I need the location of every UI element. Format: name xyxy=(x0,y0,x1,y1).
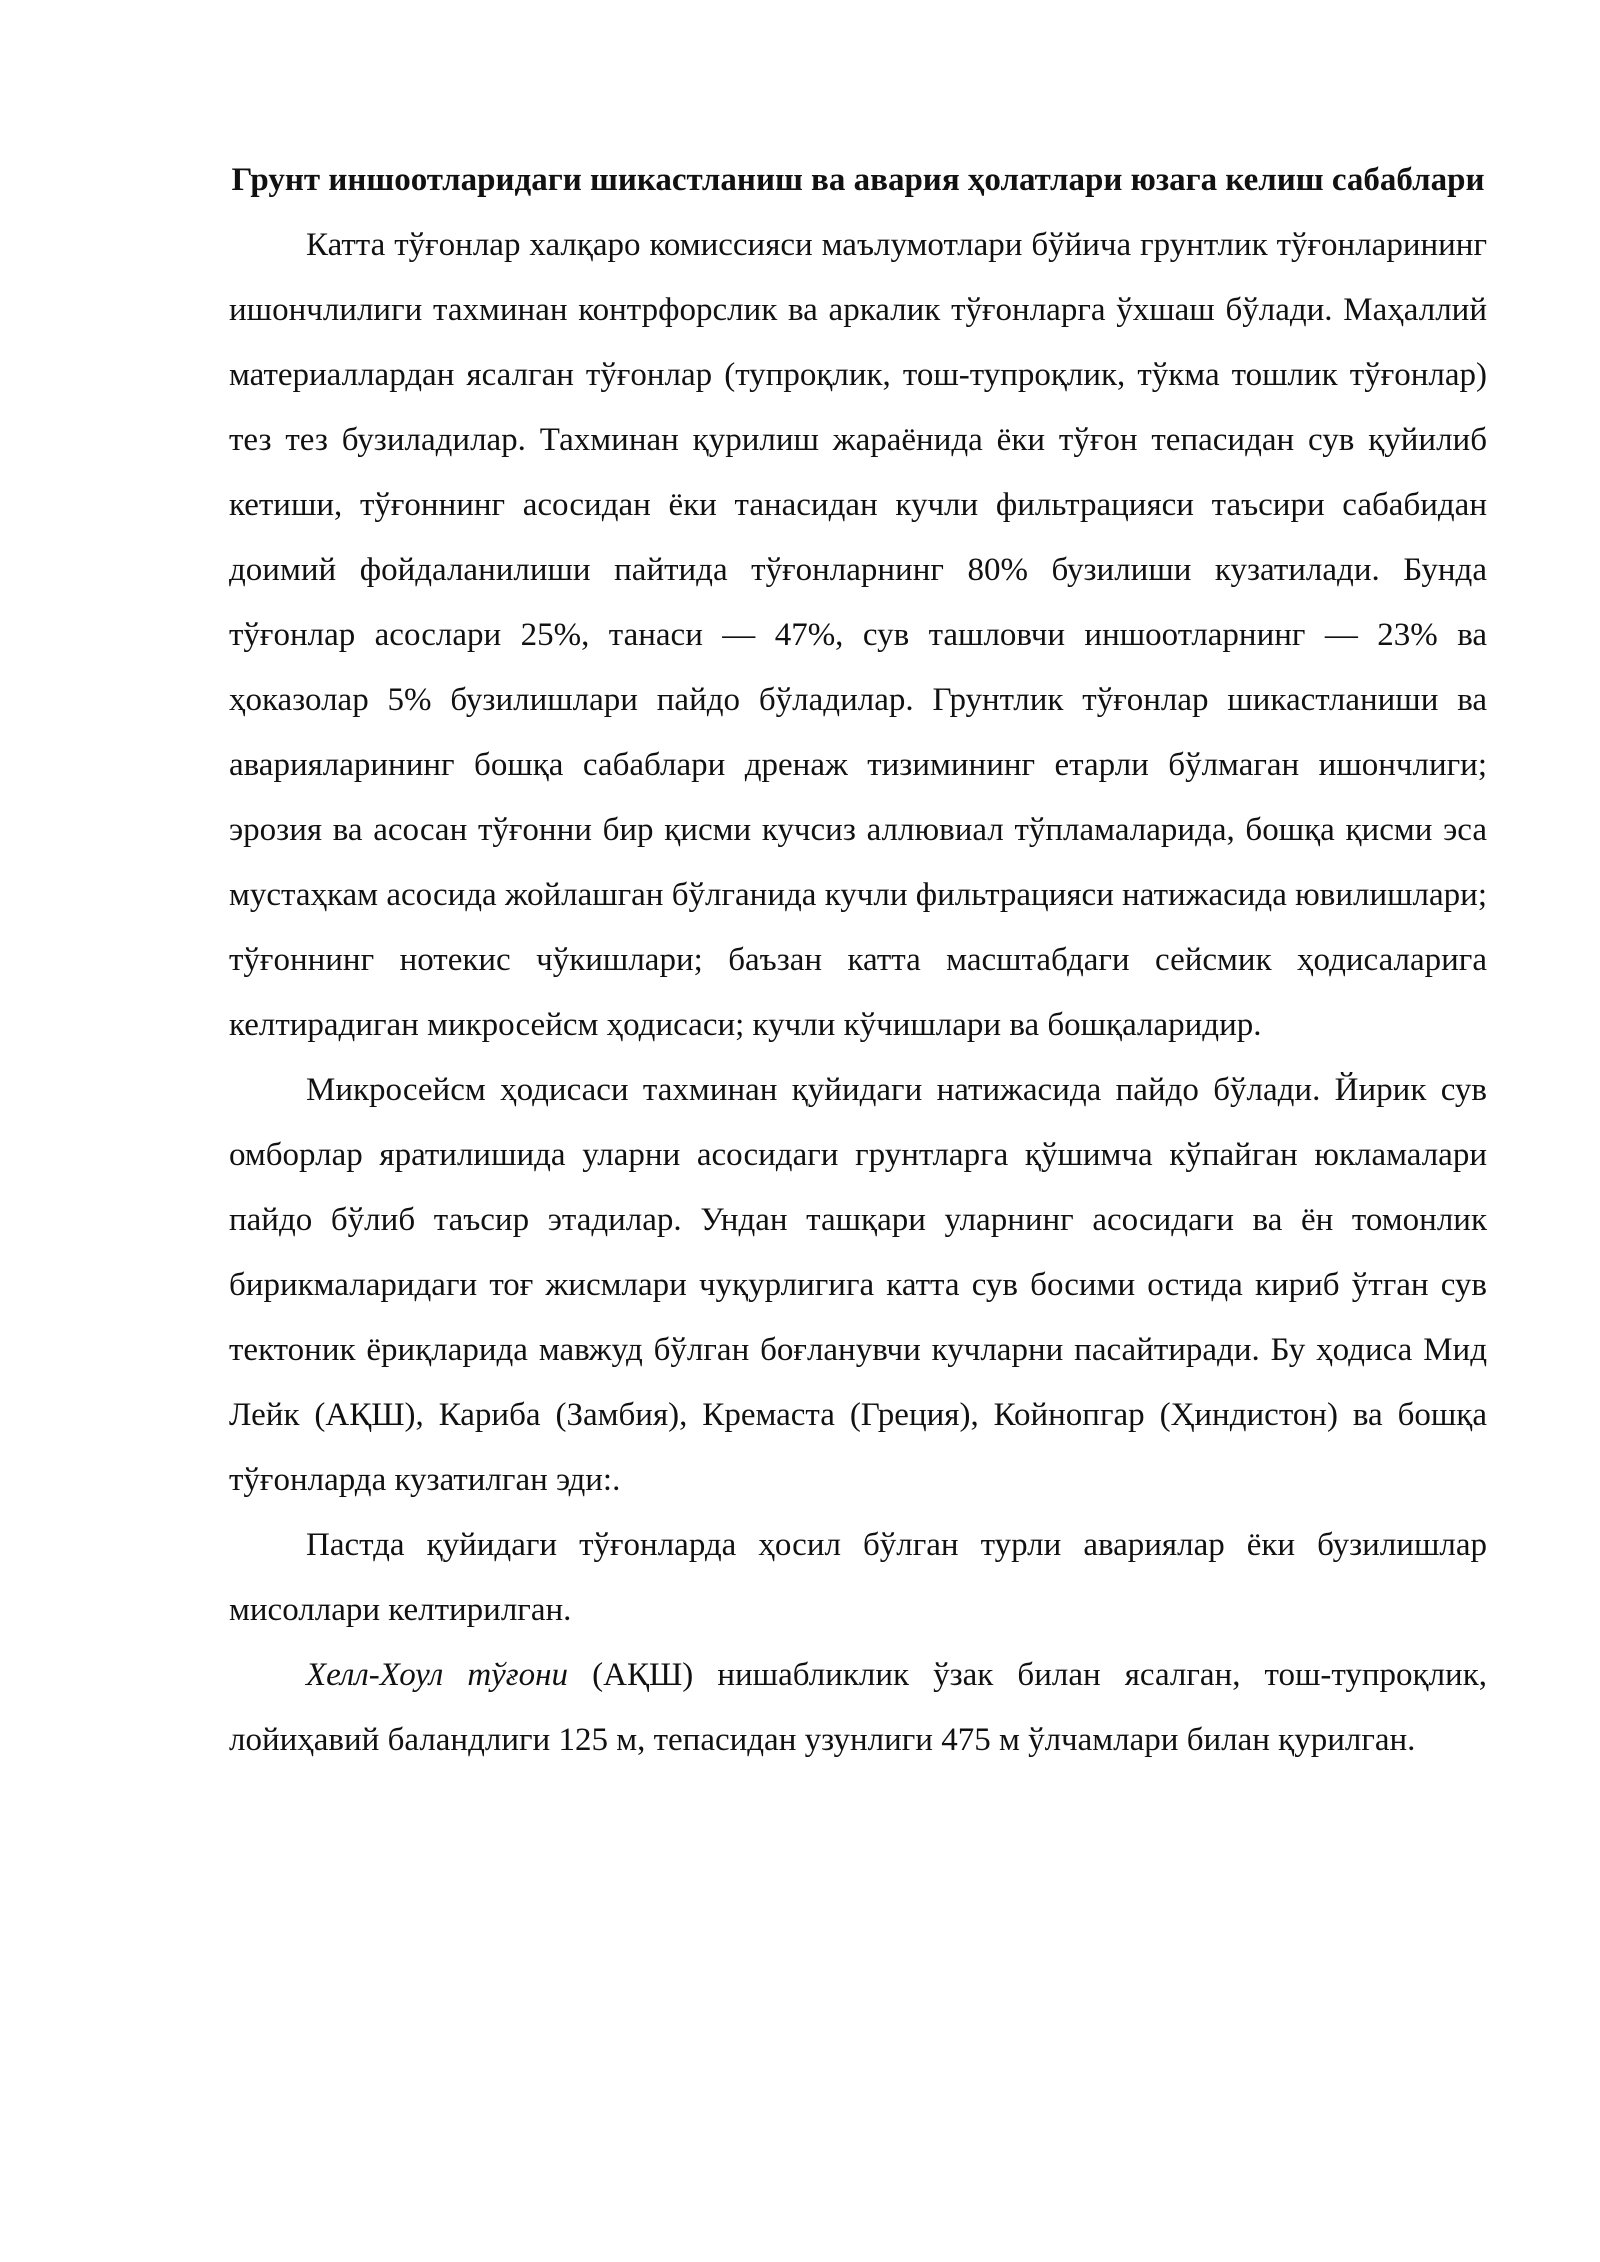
paragraph-2: Микросейсм ҳодисаси тахминан қуйидаги натижасида пайдо бўлади. Йирик сув омборлар яратилишида уларни асосидаги грунтларга қўшимча кўпайган юкламалари пайдо бўлиб таъсир этадилар. Ундан ташқари уларнинг асосидаги ва ён томонлик бирикмаларидаги тоғ жисмлари чуқурлигига катта сув босими остида кириб ўтган сув тектоник ёриқларида мавжуд бўлган боғланувчи кучларни пасайтиради. Бу ҳодиса Мид Лейк (АҚШ), Кариба (Замбия), Кремаста (Греция), Койнопгар (Ҳиндистон) ва бошқа тўғонларда кузатилган эди:. xyxy=(229,1072,1487,1498)
dam-name-italic: Хелл-Хоул тўғони xyxy=(306,1657,569,1693)
document-body xyxy=(229,148,1487,1773)
paragraph-3: Пастда қуйидаги тўғонларда ҳосил бўлган турли авариялар ёки бузилишлар мисоллари келтирилган. xyxy=(229,1527,1487,1628)
paragraph-4 xyxy=(229,1643,1487,1773)
document-title: Грунт иншоотларидаги шикастланиш ва авария ҳолатлари юзага келиш сабаблари xyxy=(231,162,1485,198)
paragraph-4-text: (АҚШ) нишабликлик ўзак билан ясалган, тош-тупроқлик, лойиҳавий баландлиги 125 м, тепасидан узунлиги 475 м ўлчамлари билан қурилган. xyxy=(229,1657,1488,1758)
paragraph-1: Катта тўғонлар халқаро комиссияси маълумотлари бўйича грунтлик тўғонларининг ишончлилиги тахминан контрфорслик ва аркалик тўғонларга ўхшаш бўлади. Маҳаллий материаллардан ясалган тўғонлар (тупроқлик, тош-тупроқлик, тўкма тошлик тўғонлар) тез тез бузиладилар. Тахминан қурилиш жараёнида ёки тўғон тепасидан сув қуйилиб кетиши, тўғоннинг асосидан ёки танасидан кучли фильтрацияси таъсири сабабидан доимий фойдаланилиши пайтида тўғонларнинг 80% бузилиши кузатилади. Бунда тўғонлар асослари 25%, танаси — 47%, сув ташловчи иншоотларнинг — 23% ва ҳоказолар 5% бузилишлари пайдо бўладилар. Грунтлик тўғонлар шикастланиши ва аварияларининг бошқа сабаблари дренаж тизимининг етарли бўлмаган ишончлиги; эрозия ва асосан тўғонни бир қисми кучсиз аллювиал тўпламаларида, бошқа қисми эса мустаҳкам асосида жойлашган бўлганида кучли фильтрацияси натижасида ювилишлари; тўғоннинг нотекис чўкишлари; баъзан катта масштабдаги сейсмик ҳодисаларига келтирадиган микросейсм ҳодисаси; кучли кўчишлари ва бошқаларидир. xyxy=(229,227,1487,1043)
